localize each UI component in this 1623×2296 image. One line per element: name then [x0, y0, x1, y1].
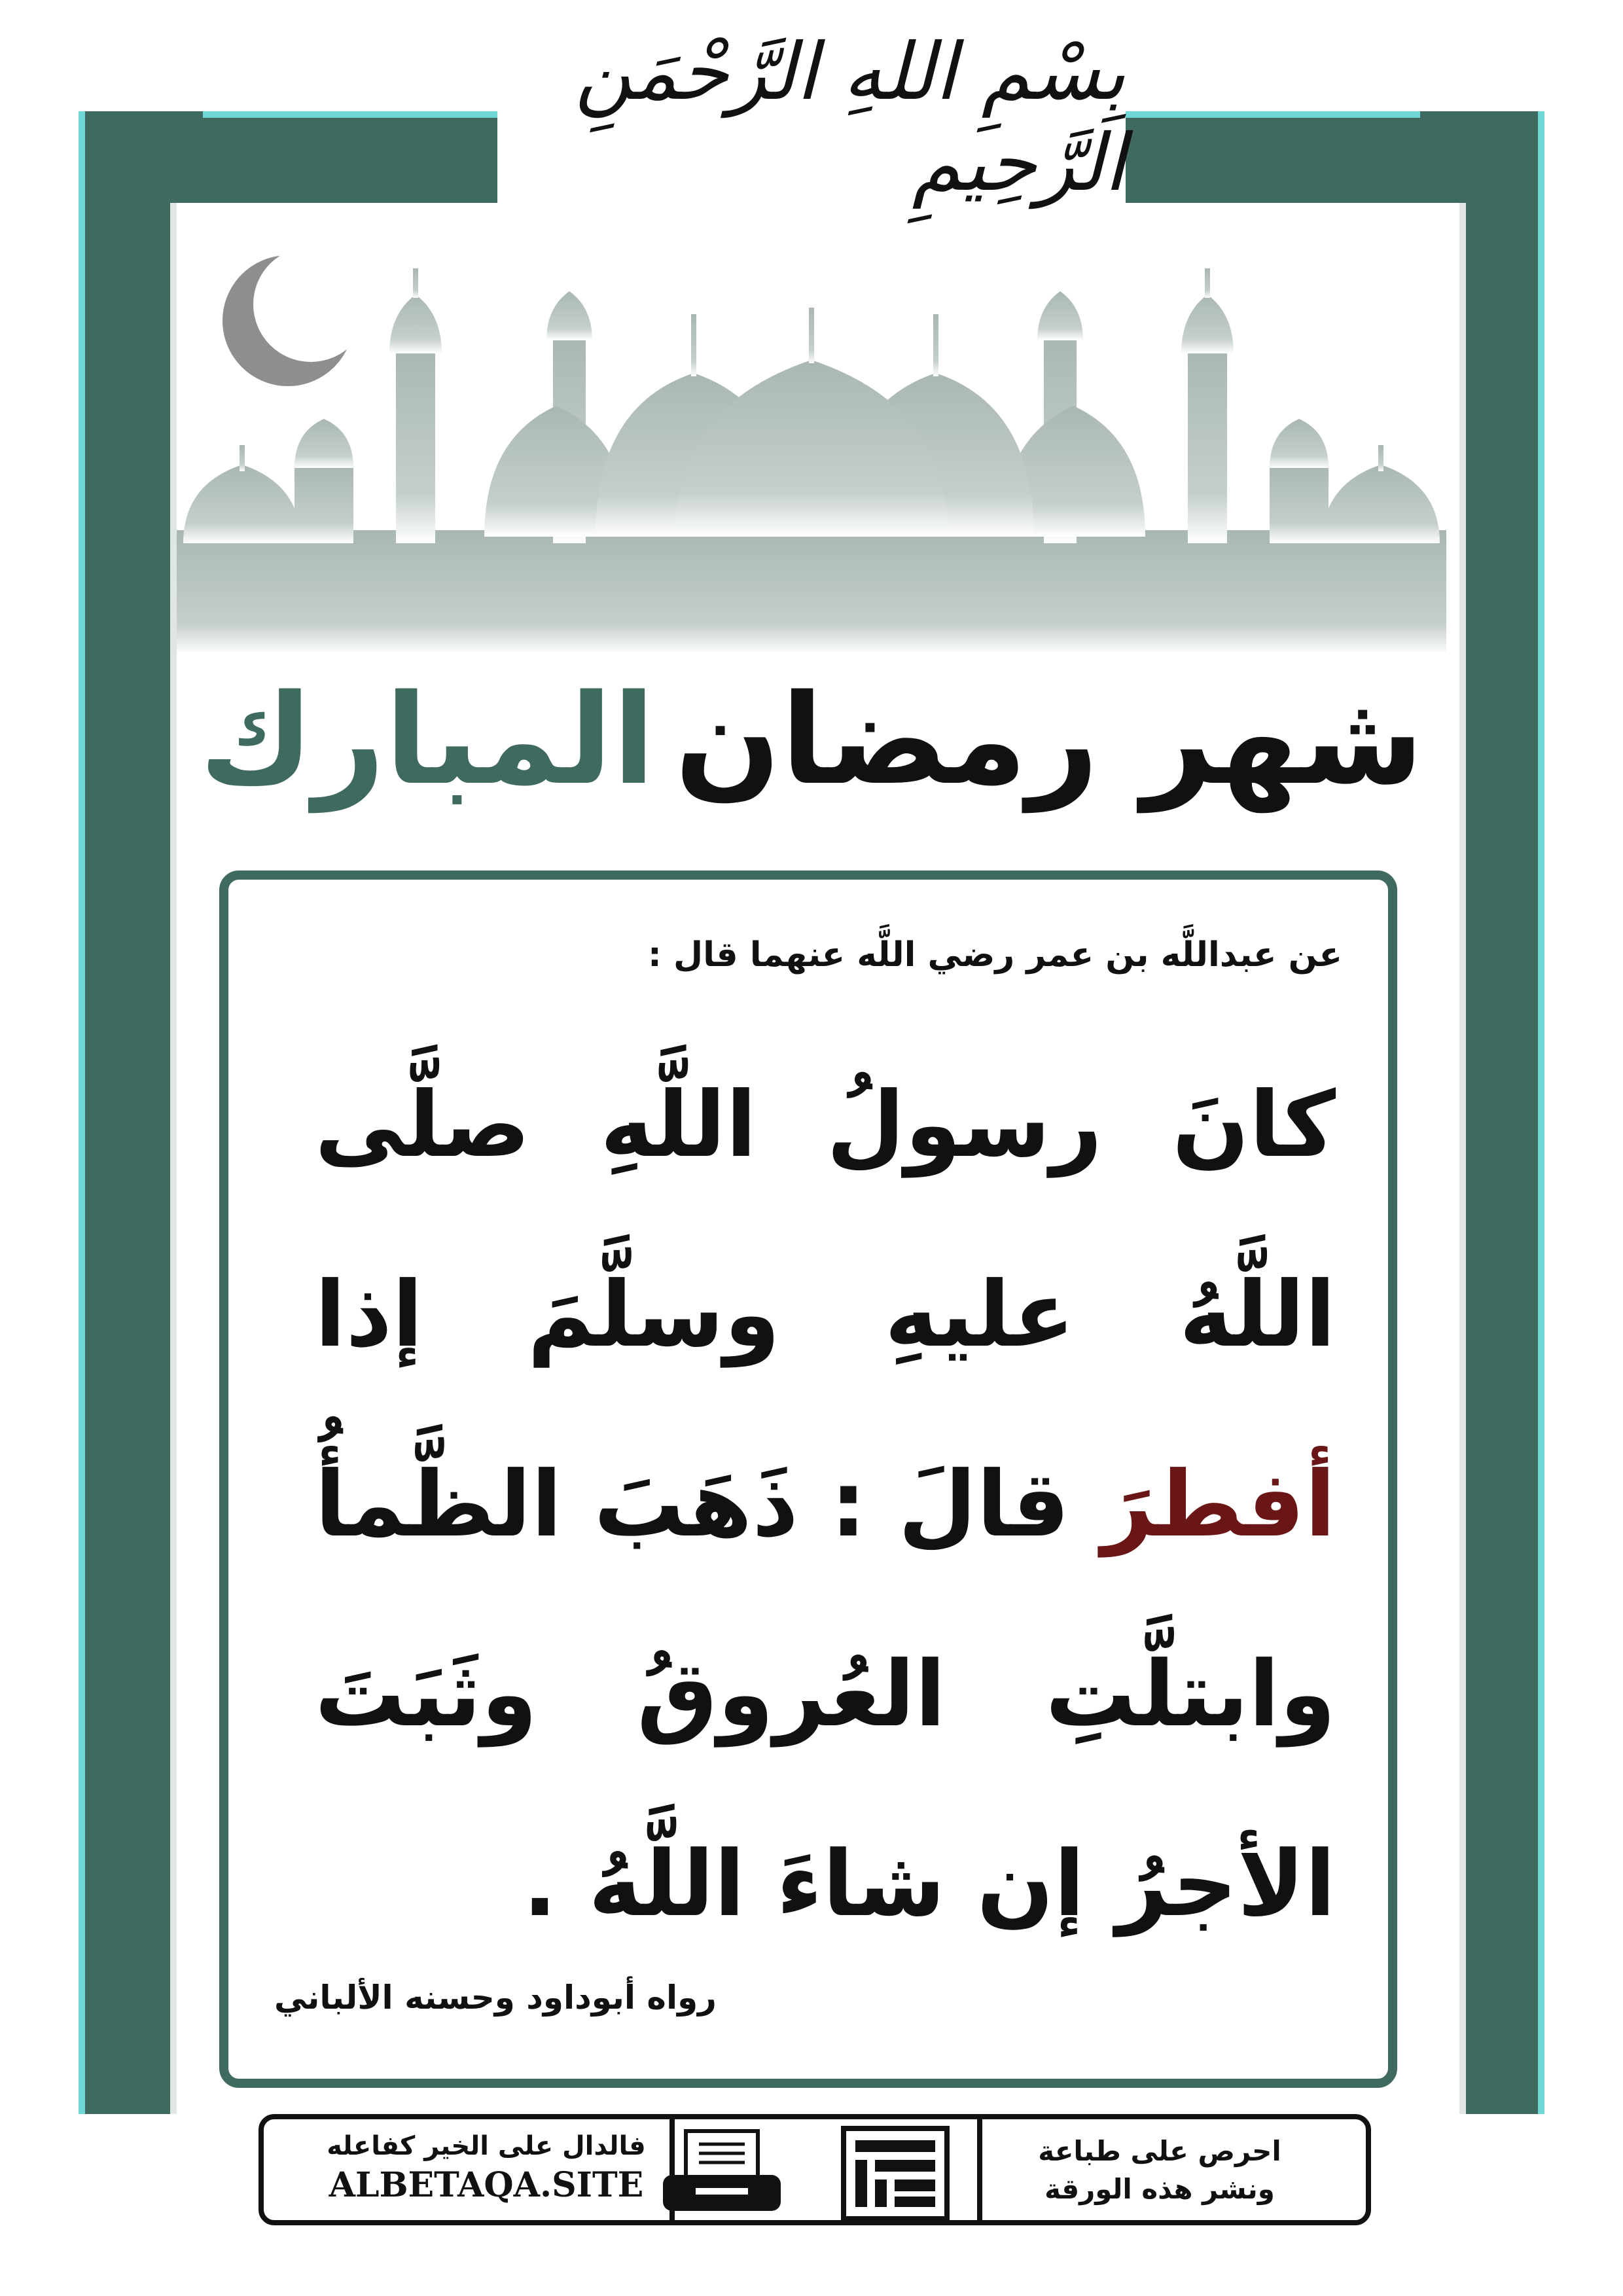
hadith-highlight: أفطرَ	[1101, 1452, 1336, 1557]
footer-divider	[669, 2119, 675, 2220]
hadith-source: رواه أبوداود وحسنه الألباني	[274, 1979, 717, 2017]
footer-cta	[1019, 2132, 1300, 2208]
title-part-mubarak: المبارك	[199, 667, 655, 812]
footer-bar	[259, 2114, 1371, 2225]
bismillah-calligraphy: بِسْمِ اللهِ الرَّحْمَنِ الرَّحِيمِ	[575, 27, 1126, 209]
page-title	[196, 655, 1427, 825]
mosque-silhouette	[177, 249, 1446, 655]
hadith-text-before: كانَ رسولُ اللَّهِ صلَّى اللَّهُ عليهِ وسلَّمَ إذا	[315, 1072, 1336, 1367]
printer-icon	[656, 2126, 787, 2217]
footer-cta-line2: ونشر هذه الورقة	[1044, 2173, 1275, 2205]
footer-cta-line1: احرص على طباعة	[1038, 2135, 1281, 2167]
hadith-card	[219, 870, 1397, 2088]
footer-site-link[interactable]: ALBETAQA.SITE	[329, 2165, 644, 2205]
title-part-ramadan: شهر رمضان	[674, 667, 1424, 812]
hadith-narrator: عن عبداللَّه بن عمر رضي اللَّه عنهما قال :	[648, 935, 1342, 975]
footer-divider	[977, 2119, 982, 2220]
hadith-text-after: قالَ : ذَهَبَ الظَّمأُ وابتلَّتِ العُروقُ وثَبَتَ الأجرُ إن شاءَ اللَّهُ .	[315, 1452, 1336, 1937]
dawa-logo-text: دعوة الورقة	[895, 2221, 899, 2222]
footer-slogan-block	[303, 2131, 669, 2205]
dawa-logo	[840, 2125, 951, 2223]
hadith-text	[315, 1030, 1336, 1979]
crescent-icon	[223, 249, 368, 386]
footer-slogan: فالدال على الخير كفاعله	[327, 2131, 646, 2161]
